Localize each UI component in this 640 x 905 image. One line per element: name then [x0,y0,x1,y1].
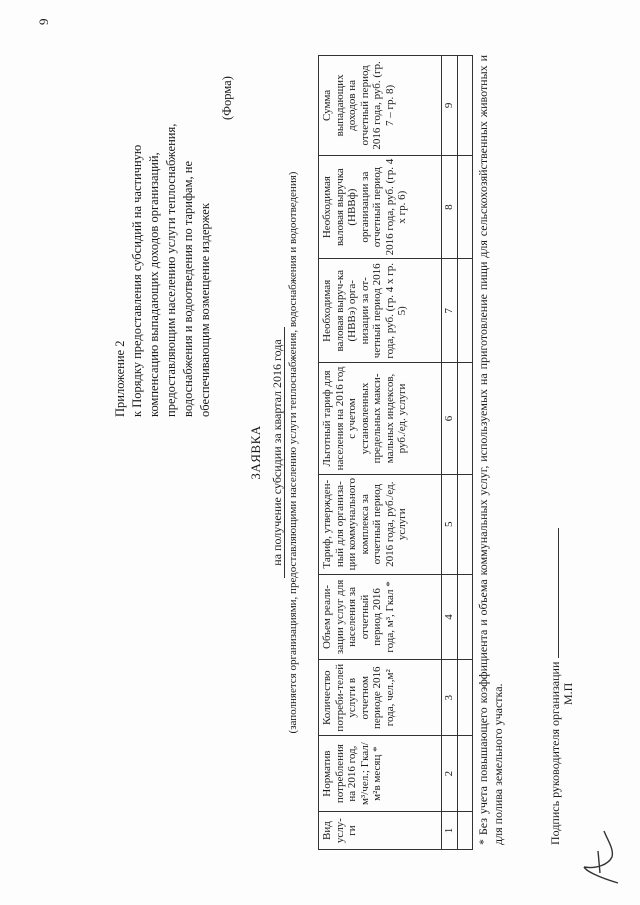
subsidy-table [318,55,473,850]
column-number: 6 [442,363,458,475]
column-header-service-type: Вид услу-ги [319,812,442,850]
footnote: * Без учета повышающего коэффициента и объема коммунальных услуг, используемых на приготовление пищи для сельскохозяйственных животных и для полива земельного участка. [476,55,505,845]
column-number: 3 [442,660,458,736]
table-cell [458,155,473,259]
table-row-empty [458,56,473,850]
appendix-line: водоснабжения и водоотведения по тарифам, не [181,161,195,417]
column-header-revenue-nvvf: Необходимая валовая выручка (НВВф) организации за отчетный период 2016 года, руб. (гр. 4 х гр. 6) [319,155,442,259]
table-cell [458,56,473,156]
column-header-sales-volume: Объем реали-зации услуг для населения за отчетный период 2016 года, м³, Гкал * [319,574,442,660]
table-cell [458,812,473,850]
table-cell [458,736,473,812]
column-number: 4 [442,574,458,660]
page-number: 9 [36,18,51,25]
column-header-consumption-norm: Норматив потребления на 2016 год, м³/чел.; Гкал/м²в месяц * [319,736,442,812]
column-header-lost-income: Сумма выпадающих доходов на отчетный период 2016 года, руб. (гр. 7 – гр. 8) [319,56,442,156]
column-number: 9 [442,56,458,156]
stamp-place-label: М.П [561,682,575,705]
column-number: 7 [442,259,458,363]
document-title: ЗАЯВКА [248,425,263,480]
column-number: 5 [442,474,458,574]
column-number: 8 [442,155,458,259]
table-cell [458,660,473,736]
column-header-preferential-tariff: Льготный тариф для населения на 2016 год с учетом установленных предельных макси-мальных индексов, руб./ед. услуги [319,363,442,475]
signature-blank [558,528,559,658]
document-subtitle [270,0,285,905]
appendix-header [112,87,214,417]
column-number: 1 [442,812,458,850]
appendix-line: предоставляющим населению услуги теплоснабжения, [164,123,178,417]
signature-label: Подпись руководителя организации [548,661,562,845]
column-header-approved-tariff: Тариф, утвержден-ный для организа-ции коммунального комплекса за отчетный период 2016 года, руб./ед. услуги [319,474,442,574]
form-label: (Форма) [220,76,234,120]
appendix-line: Приложение 2 [113,340,127,417]
appendix-line: к Порядку предоставления субсидий на частичную [130,144,144,417]
table-cell [458,574,473,660]
table-cell [458,259,473,363]
column-header-revenue-nvve: Необходимая валовая выруч-ка (НВВэ) орга-низации за от-четный период 2016 года, руб. (гр. 4 х гр. 5) [319,259,442,363]
document-subtitle-text: на получение субсидии за квартал 2016 года [270,327,285,577]
table-cell [458,474,473,574]
handwritten-signature [578,827,626,887]
column-number: 2 [442,736,458,812]
document-note: (заполняется организациями, предоставляющими населению услуги теплоснабжения, водоснабжения и водоотведения) [287,171,299,734]
table-number-row [442,56,458,850]
column-header-consumers-count: Количество потреби-телей услуги в отчетном периоде 2016 года, чел.,м² [319,660,442,736]
appendix-line: компенсацию выпадающих доходов организаций, [147,152,161,417]
appendix-line: обеспечивающим возмещение издержек [198,203,212,417]
table-header-row [319,56,442,850]
table-cell [458,363,473,475]
